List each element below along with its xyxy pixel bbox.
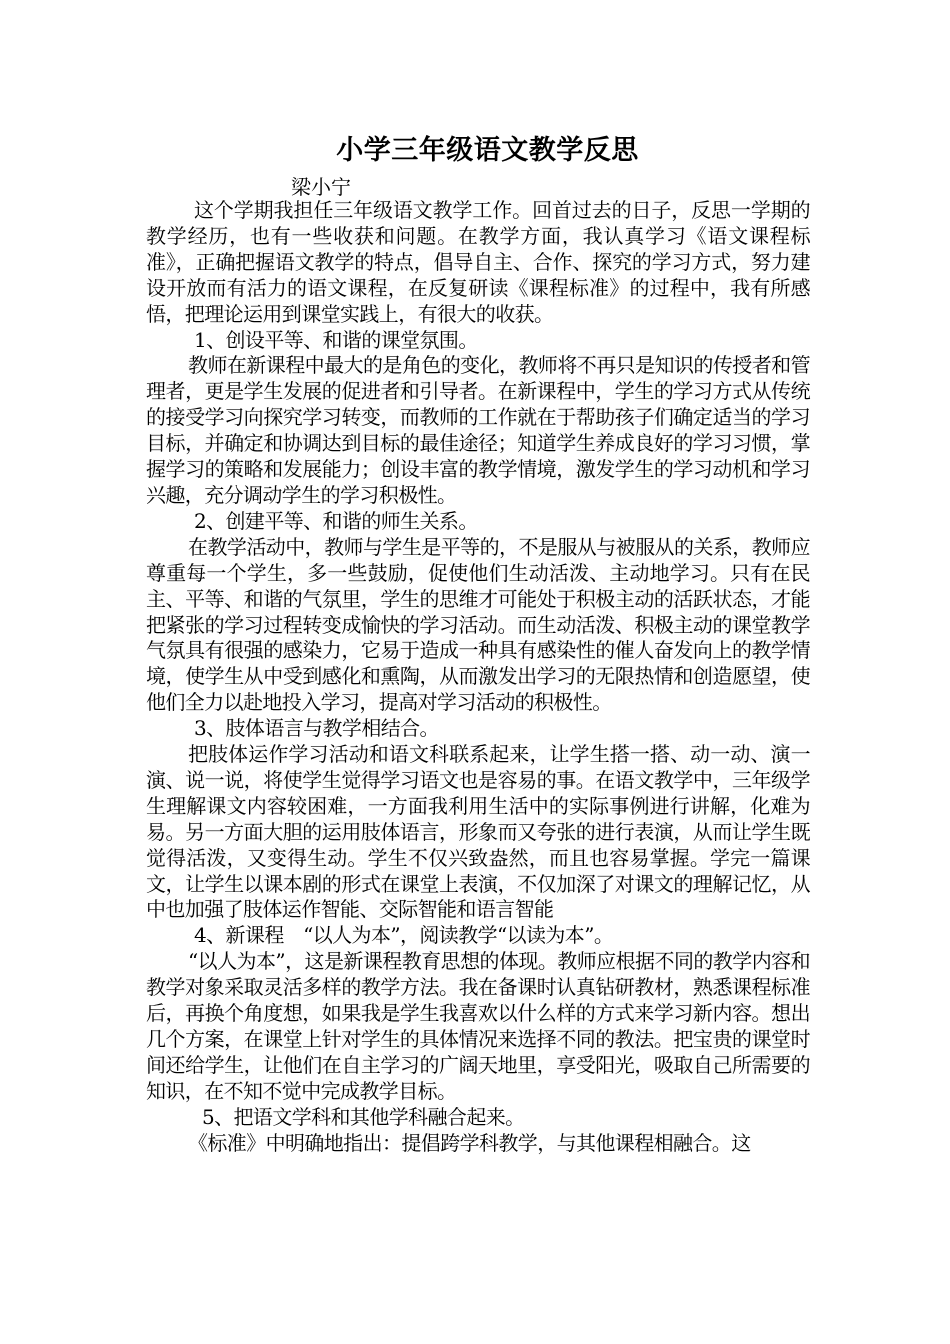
paragraph-1: 教师在新课程中最大的是角色的变化，教师将不再只是知识的传授者和管理者，更是学生发展的促进者和引导者。在新课程中，学生的学习方式从传统的接受学习向探究学习转变，而教师的工作就在于帮助孩子们确定适当的学习目标，并确定和协调达到目标的最佳途径；知道学生养成良好的学习习惯，掌握学习的策略和发展能力；创设丰富的教学情境，激发学生的学习动机和学习兴趣，充分调动学生的学习积极性。 (146, 353, 810, 507)
paragraph-5: 《标准》中明确地指出：提倡跨学科教学，与其他课程相融合。这 (188, 1130, 751, 1155)
section-heading-2: 2、创建平等、和谐的师生关系。 (194, 508, 478, 533)
document-author: 梁小宁 (291, 175, 351, 199)
section-heading-4: 4、新课程 “以人为本”，阅读教学“以读为本”。 (194, 923, 614, 948)
paragraph-2: 在教学活动中，教师与学生是平等的，不是服从与被服从的关系，教师应尊重每一个学生，多一些鼓励，促使他们生动活泼、主动地学习。只有在民主、平等、和谐的气氛里，学生的思维才可能处于积极主动的活跃状态，才能把紧张的学习过程转变成愉快的学习活动。而生动活泼、积极主动的课堂教学气氛具有很强的感染力，它易于造成一种具有感染性的催人奋发向上的教学情境，使学生从中受到感化和熏陶，从而激发出学习的无限热情和创造愿望，使他们全力以赴地投入学习，提高对学习活动的积极性。 (146, 534, 810, 715)
paragraph-intro: 这个学期我担任三年级语文教学工作。回首过去的日子，反思一学期的教学经历，也有一些收获和问题。在教学方面，我认真学习《语文课程标准》，正确把握语文教学的特点，倡导自主、合作、探究的学习方式，努力建设开放而有活力的语文课程，在反复研读《课程标准》的过程中，我有所感悟，把理论运用到课堂实践上，有很大的收获。 (146, 198, 810, 326)
paragraph-3: 把肢体运作学习活动和语文科联系起来，让学生搭一搭、动一动、演一演、说一说，将使学生觉得学习语文也是容易的事。在语文教学中，三年级学生理解课文内容较困难，一方面我利用生活中的实际事例进行讲解，化难为易。另一方面大胆的运用肢体语言，形象而又夸张的进行表演，从而让学生既觉得活泼，又变得生动。学生不仅兴致盎然，而且也容易掌握。学完一篇课文，让学生以课本剧的形式在课堂上表演，不仅加深了对课文的理解记忆，从中也加强了肢体运作智能、交际智能和语言智能 (146, 742, 810, 922)
document-body (146, 198, 810, 1157)
paragraph-4: “以人为本”，这是新课程教育思想的体现。教师应根据不同的教学内容和教学对象采取灵活多样的教学方法。我在备课时认真钻研教材，熟悉课程标准后，再换个角度想，如果我是学生我喜欢以什么样的方式来学习新内容。想出几个方案，在课堂上针对学生的具体情况来选择不同的教法。把宝贵的课堂时间还给学生，让他们在自主学习的广阔天地里，享受阳光，吸取自己所需要的知识，在不知不觉中完成教学目标。 (146, 949, 810, 1103)
section-heading-3: 3、肢体语言与教学相结合。 (194, 716, 439, 741)
document-title: 小学三年级语文教学反思 (336, 135, 639, 166)
section-heading-5: 5、把语文学科和其他学科融合起来。 (202, 1104, 525, 1129)
section-heading-1: 1、创设平等、和谐的课堂氛围。 (194, 327, 478, 352)
